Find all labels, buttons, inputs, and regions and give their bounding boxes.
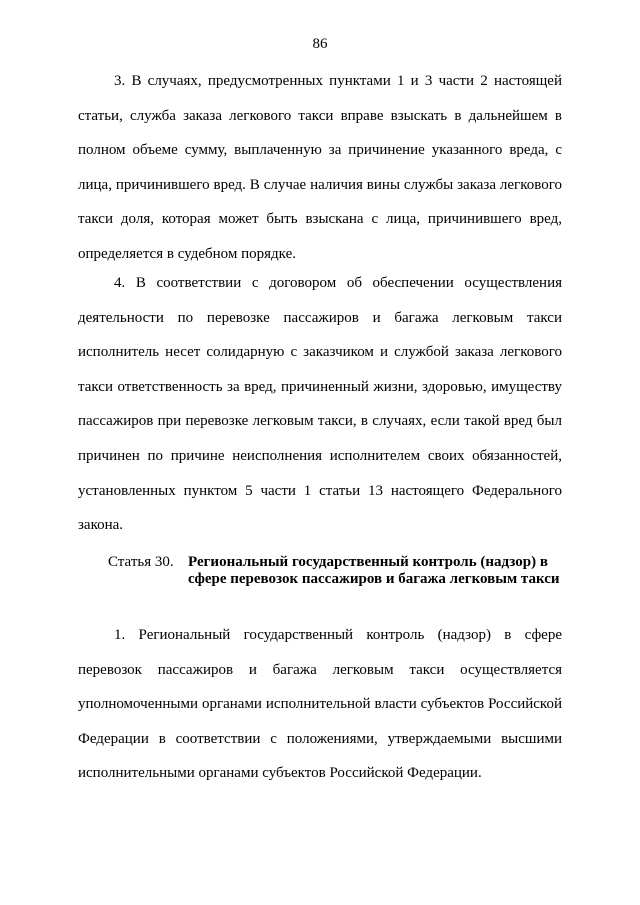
article-heading	[108, 554, 562, 588]
article-number: Статья 30.	[108, 554, 174, 570]
article-title: Региональный государственный контроль (надзор) в сфере перевозок пассажиров и багажа легковым такси	[188, 554, 560, 587]
paragraph-4: 4. В соответствии с договором об обеспечении осуществления деятельности по перевозке пассажиров и багажа легковым такси исполнитель несет солидарную с заказчиком и службой заказа легкового такси ответственность за вред, причиненный жизни, здоровью, имуществу пассажиров при перевозке легковым такси, в случаях, если такой вред был причинен по причине неисполнения исполнителем своих обязанностей, установленных пунктом 5 части 1 статьи 13 настоящего Федерального закона.	[78, 275, 562, 534]
paragraph-3: 3. В случаях, предусмотренных пунктами 1 и 3 части 2 настоящей статьи, служба заказа легкового такси вправе взыскать в дальнейшем в полном объеме сумму, выплаченную за причинение указанного вреда, с лица, причинившего вред. В случае наличия вины службы заказа легкового такси доля, которая может быть взыскана с лица, причинившего вред, определяется в судебном порядке.	[78, 73, 562, 262]
article-30-paragraph-1: 1. Региональный государственный контроль (надзор) в сфере перевозок пассажиров и багажа легковым такси осуществляется уполномоченными органами исполнительной власти субъектов Российской Федерации в соответствии с положениями, утверждаемыми высшими исполнительными органами субъектов Российской Федерации.	[78, 627, 562, 781]
page-number: 86	[312, 36, 328, 52]
